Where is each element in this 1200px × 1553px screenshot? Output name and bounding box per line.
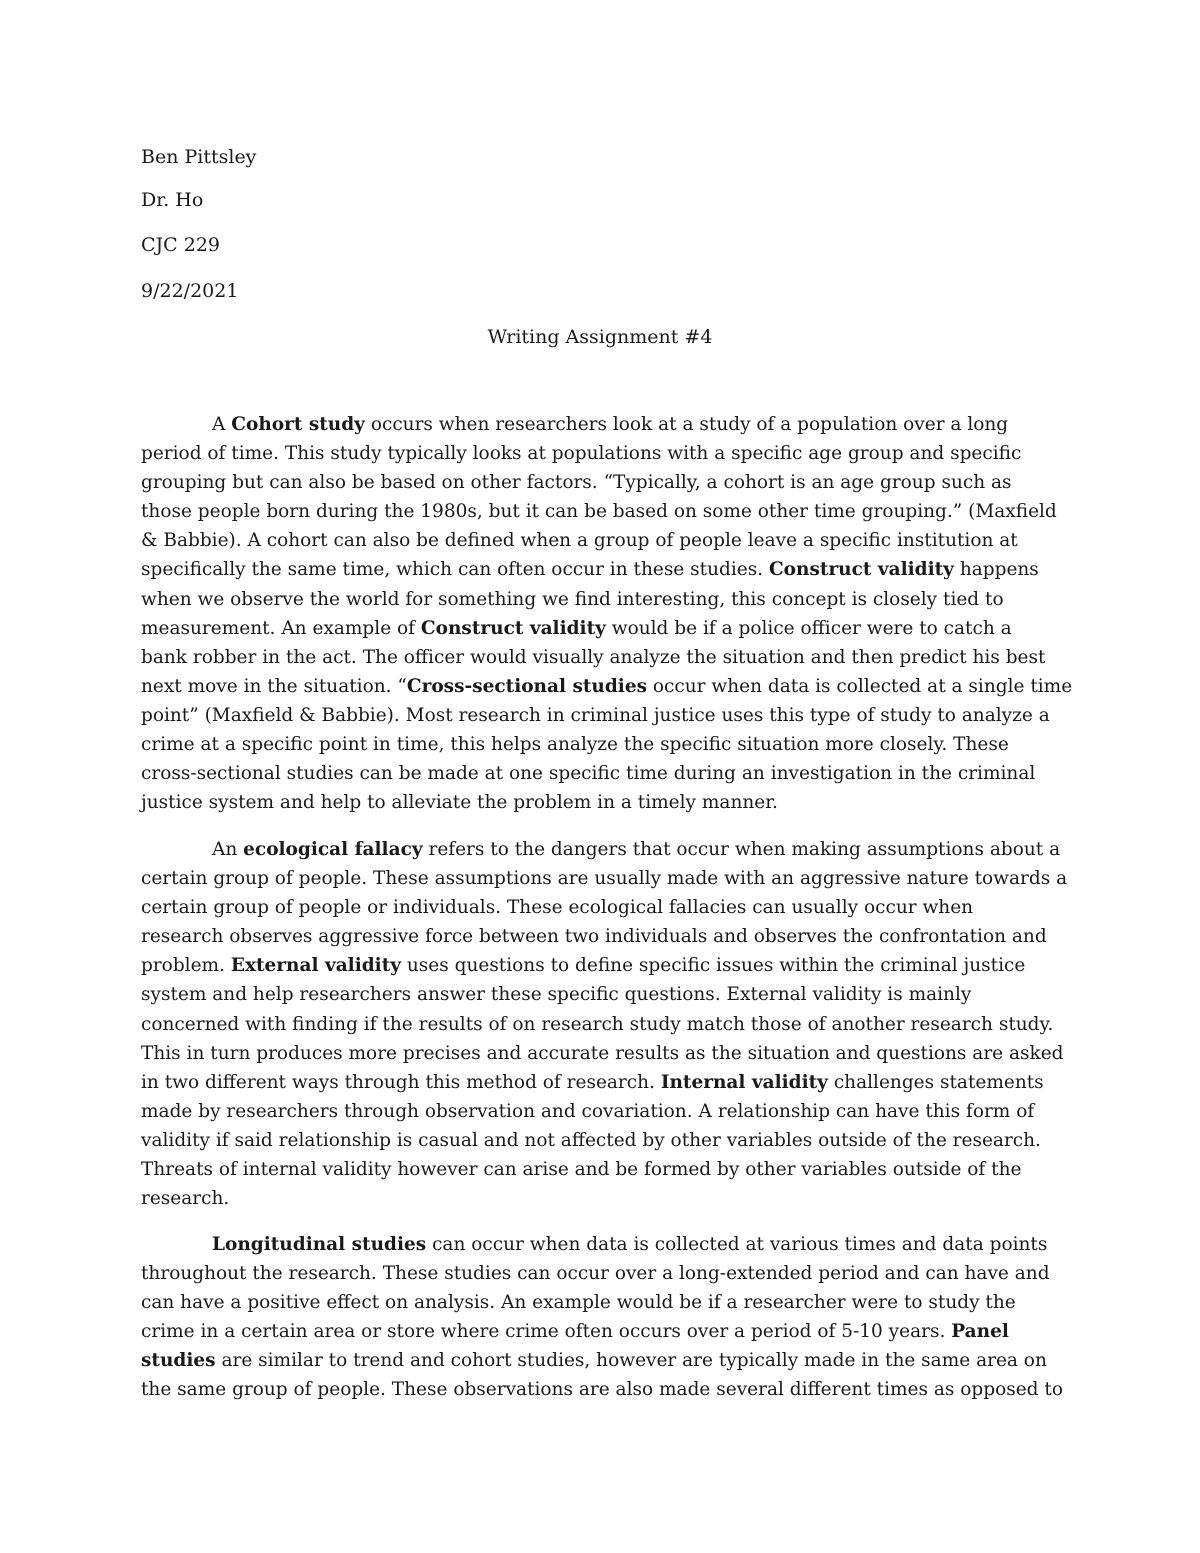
text-run: challenges statements bbox=[827, 1071, 1044, 1093]
text-line bbox=[141, 1039, 1064, 1068]
text-run: This in turn produces more precises and accurate results as the situation and questions are asked bbox=[141, 1042, 1064, 1064]
text-run: next move in the situation. “ bbox=[141, 675, 407, 697]
header-course: CJC 229 bbox=[141, 234, 220, 256]
key-term: Cohort study bbox=[231, 414, 365, 435]
text-line bbox=[141, 1288, 1061, 1317]
text-line bbox=[141, 1375, 1061, 1404]
text-run: research observes aggressive force between two individuals and observes the confrontation and bbox=[141, 926, 1047, 948]
text-run: & Babbie). A cohort can also be defined when a group of people leave a specific institution at bbox=[141, 530, 1018, 552]
text-line bbox=[141, 980, 1061, 1009]
text-line bbox=[141, 468, 1061, 497]
text-run: measurement. An example of bbox=[141, 617, 421, 639]
text-run: happens bbox=[953, 559, 1039, 581]
text-run: A bbox=[212, 414, 232, 435]
text-run: research. bbox=[141, 1188, 230, 1210]
key-term: studies bbox=[141, 1350, 216, 1372]
text-line bbox=[141, 893, 1061, 922]
text-run: can have a positive effect on analysis. An example would be if a researcher were to study the bbox=[141, 1292, 1016, 1314]
text-line bbox=[141, 922, 1061, 951]
text-line bbox=[141, 497, 1061, 526]
text-line bbox=[141, 864, 1068, 893]
text-line bbox=[141, 672, 1073, 701]
text-line bbox=[141, 1068, 1061, 1097]
text-line bbox=[141, 1259, 1061, 1288]
text-line bbox=[141, 1317, 1061, 1346]
text-line bbox=[141, 410, 1061, 439]
text-line bbox=[141, 1010, 1061, 1039]
text-line bbox=[141, 526, 1061, 555]
text-run: certain group of people. These assumptions are usually made with an aggressive nature towards a bbox=[141, 868, 1068, 890]
text-line bbox=[141, 759, 1061, 788]
paragraph-1 bbox=[141, 410, 1073, 817]
key-term: External validity bbox=[230, 955, 401, 977]
key-term: Longitudinal studies bbox=[212, 1234, 427, 1255]
text-run: can occur when data is collected at various times and data points bbox=[426, 1234, 1048, 1255]
text-run: grouping but can also be based on other factors. “Typically, a cohort is an age group such as bbox=[141, 472, 1012, 494]
key-term: Panel bbox=[951, 1321, 1009, 1343]
text-run: crime in a certain area or store where crime often occurs over a period of 5-10 years. bbox=[141, 1321, 952, 1343]
text-line bbox=[141, 1126, 1061, 1155]
text-run: in two different ways through this method of research. bbox=[141, 1071, 661, 1093]
text-line bbox=[141, 555, 1061, 584]
text-line bbox=[141, 614, 1061, 643]
text-line bbox=[141, 701, 1061, 730]
text-line bbox=[141, 1346, 1061, 1375]
text-line bbox=[141, 439, 1061, 468]
text-run: justice system and help to alleviate the problem in a timely manner. bbox=[141, 792, 778, 814]
text-line bbox=[141, 1155, 1061, 1184]
text-run: Threats of internal validity however can arise and be formed by other variables outside of the bbox=[141, 1159, 1022, 1181]
text-line bbox=[141, 643, 1061, 672]
text-line bbox=[141, 1230, 1061, 1259]
key-term: Construct validity bbox=[768, 559, 954, 581]
paragraph-3 bbox=[141, 1230, 1061, 1405]
text-run: period of time. This study typically looks at populations with a specific age group and specific bbox=[141, 443, 1022, 465]
text-run: system and help researchers answer these specific questions. External validity is mainly bbox=[141, 984, 972, 1006]
text-run: would be if a police officer were to catch a bbox=[605, 617, 1012, 639]
text-run: An bbox=[212, 839, 244, 860]
page-title: Writing Assignment #4 bbox=[487, 326, 713, 348]
header-instructor: Dr. Ho bbox=[141, 189, 204, 211]
header-name: Ben Pittsley bbox=[141, 146, 257, 168]
text-run: bank robber in the act. The officer would visually analyze the situation and then predict his best bbox=[141, 646, 1046, 668]
header-date: 9/22/2021 bbox=[141, 280, 239, 302]
text-run: when we observe the world for something we find interesting, this concept is closely tied to bbox=[141, 588, 1004, 610]
text-run: occurs when researchers look at a study of a population over a long bbox=[364, 414, 1009, 435]
text-run: refers to the dangers that occur when making assumptions about a bbox=[422, 839, 1061, 860]
key-term: ecological fallacy bbox=[243, 839, 423, 860]
text-run: certain group of people or individuals. These ecological fallacies can usually occur when bbox=[141, 897, 974, 919]
text-run: are similar to trend and cohort studies, however are typically made in the same area on bbox=[215, 1350, 1047, 1372]
text-run: the same group of people. These observations are also made several different times as opposed to bbox=[141, 1379, 1063, 1401]
text-run: point” (Maxfield & Babbie). Most research in criminal justice uses this type of study to analyze a bbox=[141, 704, 1050, 726]
text-line bbox=[141, 585, 1061, 614]
text-line bbox=[141, 835, 1061, 864]
text-run: validity if said relationship is casual and not affected by other variables outside of the research. bbox=[141, 1129, 1041, 1151]
text-run: cross-sectional studies can be made at one specific time during an investigation in the criminal bbox=[141, 763, 1036, 785]
key-term: Cross-sectional studies bbox=[406, 675, 648, 697]
text-line bbox=[141, 1097, 1061, 1126]
text-run: uses questions to define specific issues within the criminal justice bbox=[401, 955, 1026, 977]
paragraph-2 bbox=[141, 835, 1068, 1213]
text-line bbox=[141, 730, 1061, 759]
key-term: Construct validity bbox=[420, 617, 606, 639]
text-run: made by researchers through observation and covariation. A relationship can have this form of bbox=[141, 1100, 1035, 1122]
text-run: throughout the research. These studies can occur over a long-extended period and can have and bbox=[141, 1263, 1050, 1285]
text-run: occur when data is collected at a single time bbox=[647, 675, 1073, 697]
text-run: crime at a specific point in time, this helps analyze the specific situation more closely. These bbox=[141, 734, 1009, 756]
key-term: Internal validity bbox=[660, 1071, 828, 1093]
text-line bbox=[141, 788, 1061, 817]
text-line bbox=[141, 1184, 1061, 1213]
text-run: specifically the same time, which can often occur in these studies. bbox=[141, 559, 769, 581]
text-run: those people born during the 1980s, but it can be based on some other time grouping.” (Maxfield bbox=[141, 501, 1057, 523]
text-run: problem. bbox=[141, 955, 231, 977]
text-run: concerned with finding if the results of on research study match those of another research study. bbox=[141, 1013, 1054, 1035]
text-line bbox=[141, 951, 1061, 980]
